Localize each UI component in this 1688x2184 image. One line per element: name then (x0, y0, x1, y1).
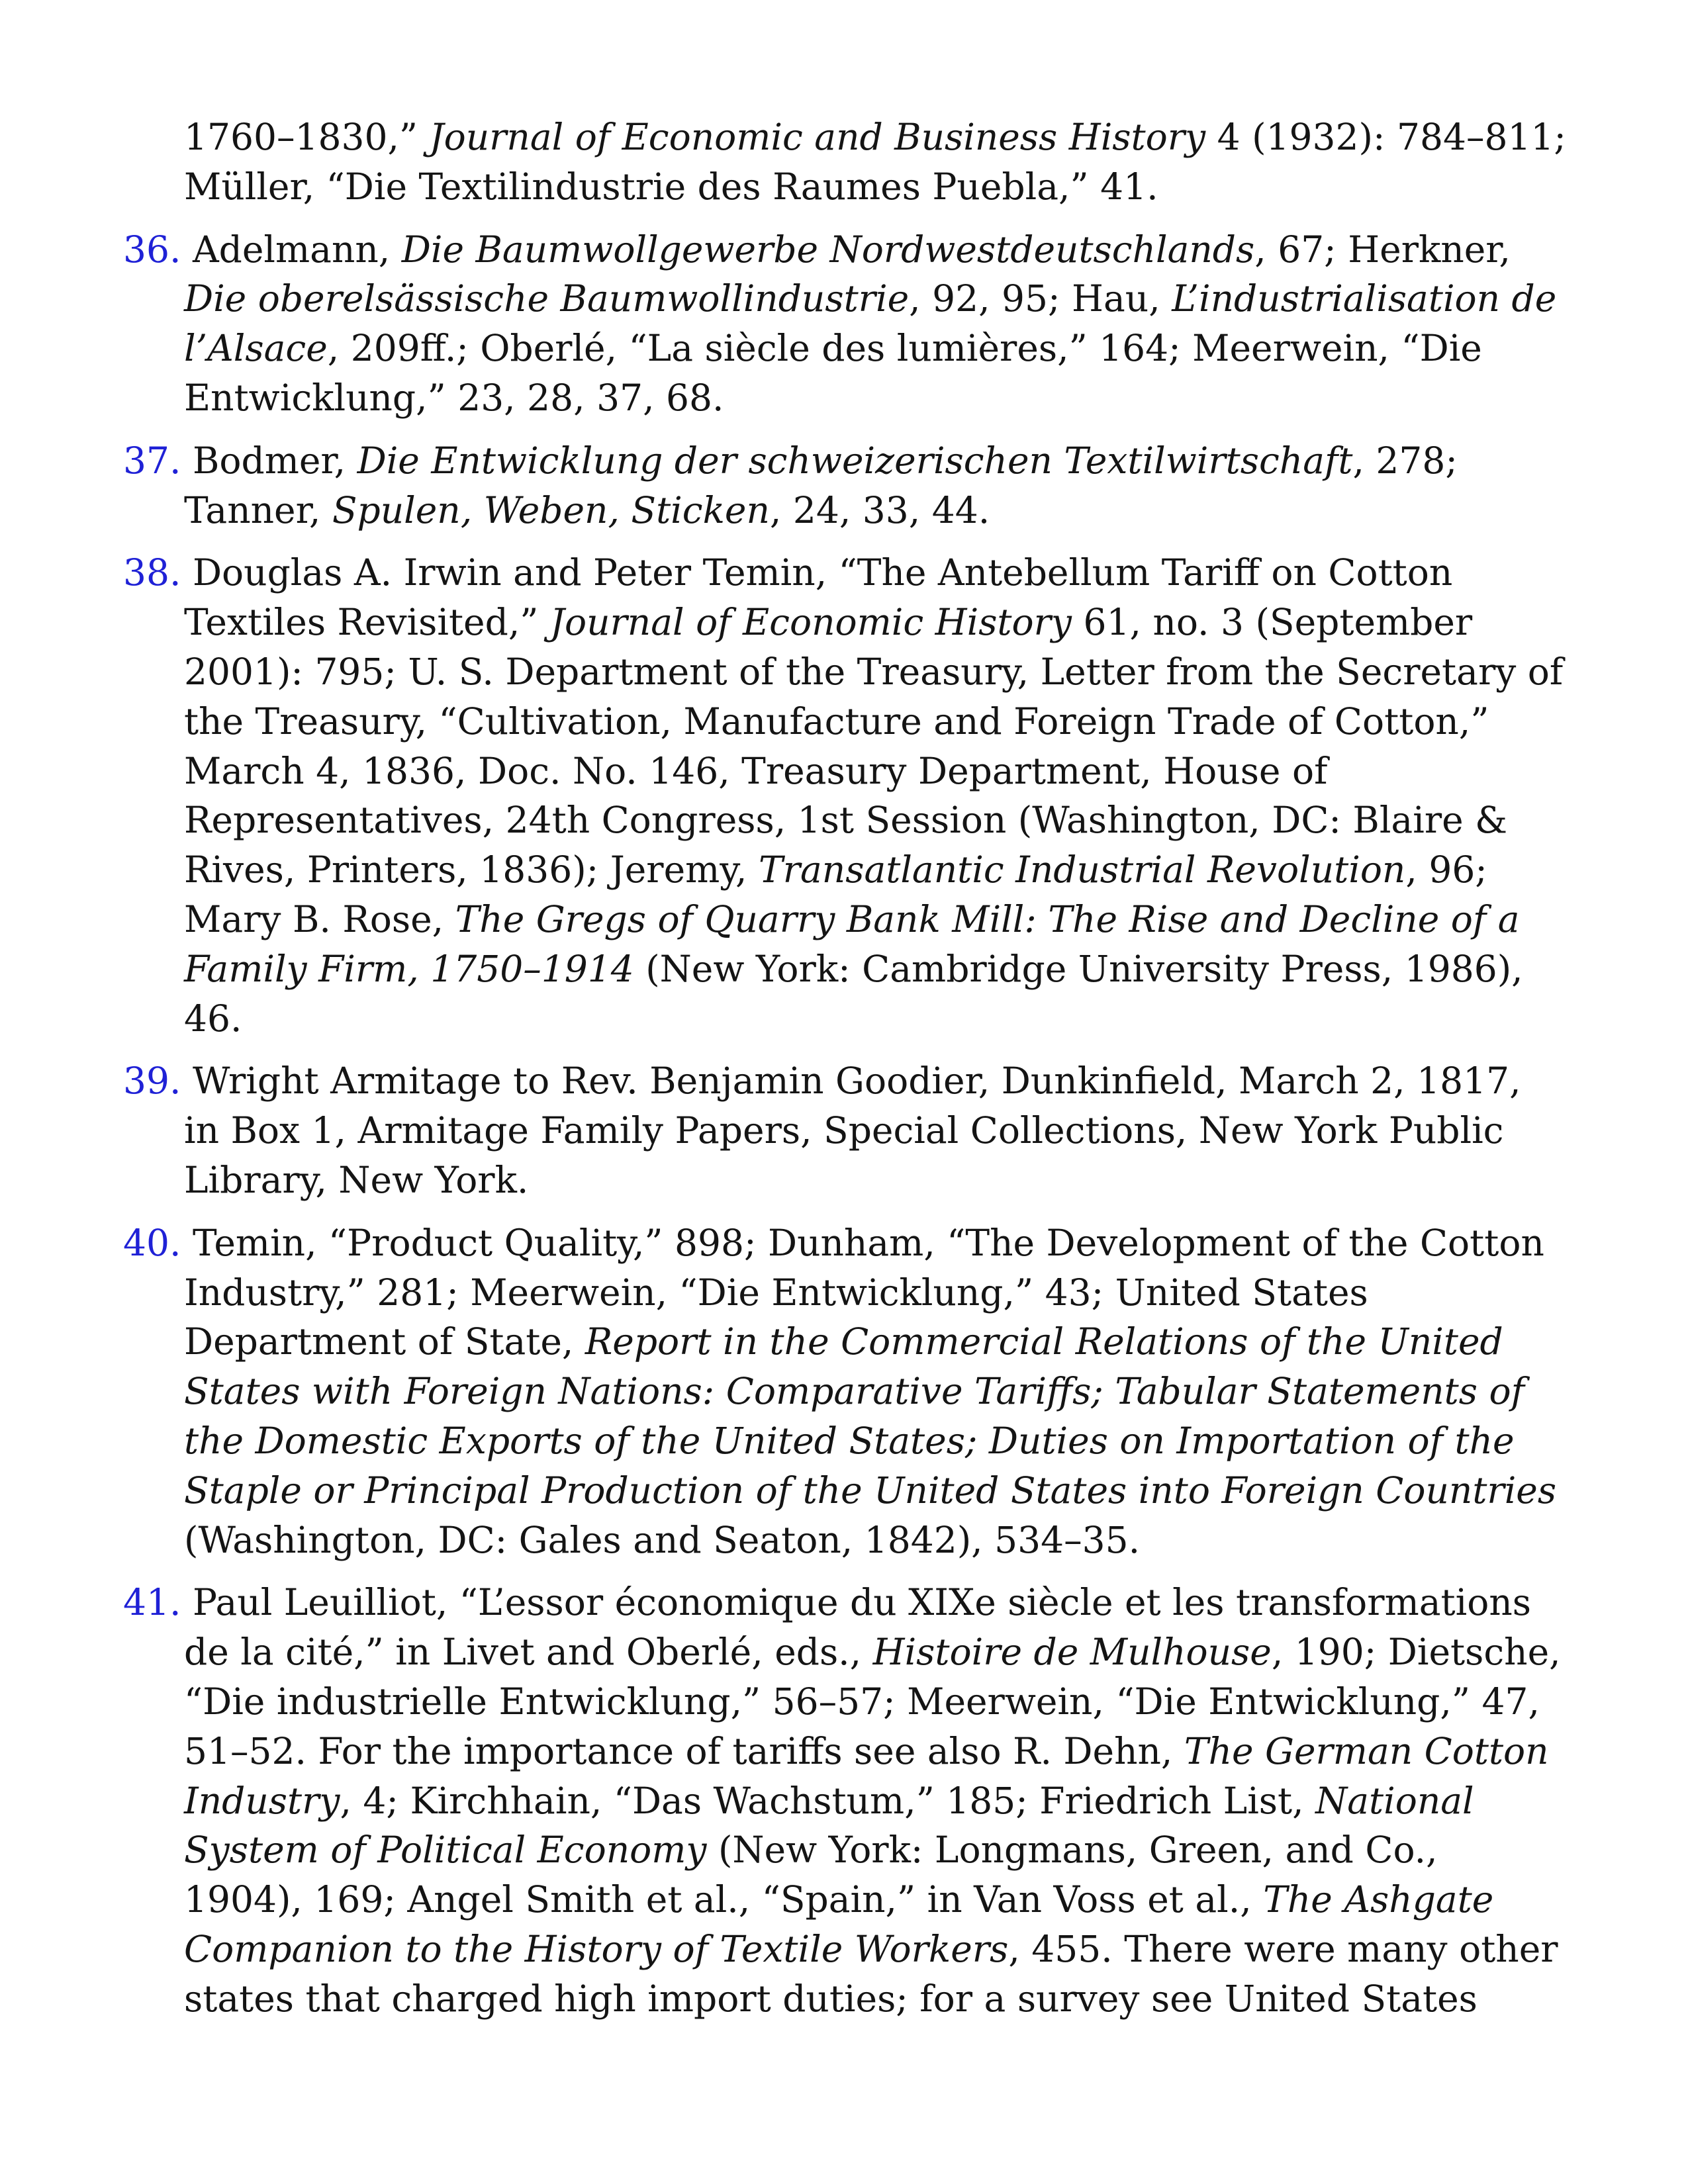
endnotes-list (123, 113, 1566, 2036)
italic-title-text: The German Cotton Industry (184, 1729, 1549, 1822)
endnote-continued (123, 113, 1566, 212)
citation-text: , 455. There were many other states that charged high import duties; for a survey see United States (184, 1927, 1558, 2020)
endnote-number-link[interactable]: 40. (123, 1221, 181, 1264)
citation-text: , 67; Herkner, (1254, 228, 1511, 271)
endnote-number-link[interactable]: 41. (123, 1581, 181, 1624)
citation-text: 4 (1932): 784–811; Müller, “Die Textilindustrie des Raumes Puebla,” 41. (184, 116, 1566, 208)
endnote (123, 436, 1566, 535)
italic-title-text: Journal of Economic History (549, 601, 1072, 644)
citation-text: Adelmann, (181, 228, 402, 271)
citation-text: , 209ff.; Oberlé, “La siècle des lumières,” 164; Meerwein, “Die Entwicklung,” 23, 28, 37, 68. (184, 327, 1482, 419)
citation-text: 61, no. 3 (September 2001): 795; U. S. Department of the Treasury, Letter from the Secretary of the Treasury, “Cultivation, Manufacture and Foreign Trade of Cotton,” March 4, 1836, Doc. No. 146, Treasury Department, House of Representatives, 24th Congress, 1st Session (Washington, DC: Blaire & Rives, Printers, 1836); Jeremy, (184, 601, 1564, 891)
italic-title-text: Spulen, Weben, Sticken (332, 488, 770, 531)
italic-title-text: Die oberelsässische Baumwollindustrie (184, 277, 910, 320)
endnote (123, 1218, 1566, 1565)
citation-text: Wright Armitage to Rev. Benjamin Goodier, Dunkinfield, March 2, 1817, in Box 1, Armitage Family Papers, Special Collections, New York Public Library, New York. (181, 1060, 1521, 1201)
citation-text: , 278; Tanner, (184, 439, 1458, 531)
endnote (123, 548, 1566, 1043)
citation-text: , 96; Mary B. Rose, (184, 848, 1487, 940)
citation-text: 1760–1830,” (184, 116, 430, 158)
citation-text: , 4; Kirchhain, “Das Wachstum,” 185; Friedrich List, (340, 1779, 1316, 1822)
citation-text: , 92, 95; Hau, (909, 277, 1172, 320)
endnote (123, 225, 1566, 423)
citation-text: (Washington, DC: Gales and Seaton, 1842), 534–35. (184, 1518, 1141, 1561)
italic-title-text: National System of Political Economy (184, 1779, 1474, 1872)
italic-title-text: Journal of Economic and Business History (429, 116, 1206, 158)
italic-title-text: The Gregs of Quarry Bank Mill: The Rise and Decline of a Family Firm, 1750–1914 (184, 897, 1520, 990)
citation-text: , 190; Dietsche, “Die industrielle Entwicklung,” 56–57; Meerwein, “Die Entwicklung,” 47, 51–52. For the importance of tariffs see also R. Dehn, (184, 1631, 1561, 1772)
citation-text: Temin, “Product Quality,” 898; Dunham, “The Development of the Cotton Industry,” 281; Meerwein, “Die Entwicklung,” 43; United States Department of State, (181, 1221, 1544, 1363)
citation-text: Douglas A. Irwin and Peter Temin, “The Antebellum Tariff on Cotton Textiles Revisited,” (181, 551, 1453, 644)
endnote-number-link[interactable]: 39. (123, 1060, 181, 1103)
endnote (123, 1578, 1566, 2023)
citation-text: (New York: Cambridge University Press, 1986), 46. (184, 947, 1523, 1040)
endnote (123, 1056, 1566, 1205)
italic-title-text: The Ashgate Companion to the History of Textile Workers (184, 1878, 1494, 1970)
citation-text: (New York: Longmans, Green, and Co., 1904), 169; Angel Smith et al., “Spain,” in Van Voss et al., (184, 1829, 1438, 1921)
citation-text: Bodmer, (181, 439, 357, 482)
italic-title-text: Die Baumwollgewerbe Nordwestdeutschlands (401, 228, 1255, 271)
endnote-number-link[interactable]: 36. (123, 228, 181, 271)
italic-title-text: Histoire de Mulhouse (872, 1631, 1272, 1674)
endnote-number-link[interactable]: 37. (123, 439, 181, 482)
italic-title-text: Transatlantic Industrial Revolution (759, 848, 1406, 891)
italic-title-text: Die Entwicklung der schweizerischen Textilwirtschaft (357, 439, 1353, 482)
italic-title-text: L’industrialisation de l’Alsace (184, 277, 1557, 370)
citation-text: Paul Leuilliot, “L’essor économique du XIXe siècle et les transformations de la cité,” in Livet and Oberlé, eds., (181, 1581, 1531, 1674)
citation-text: , 24, 33, 44. (769, 488, 990, 531)
endnote-number-link[interactable]: 38. (123, 551, 181, 594)
italic-title-text: Report in the Commercial Relations of the United States with Foreign Nations: Comparative Tariffs; Tabular Statements of the Domestic Exports of the United States; Duties on Importation of the Staple or Principal Production of the United States into Foreign Countries (184, 1320, 1557, 1512)
